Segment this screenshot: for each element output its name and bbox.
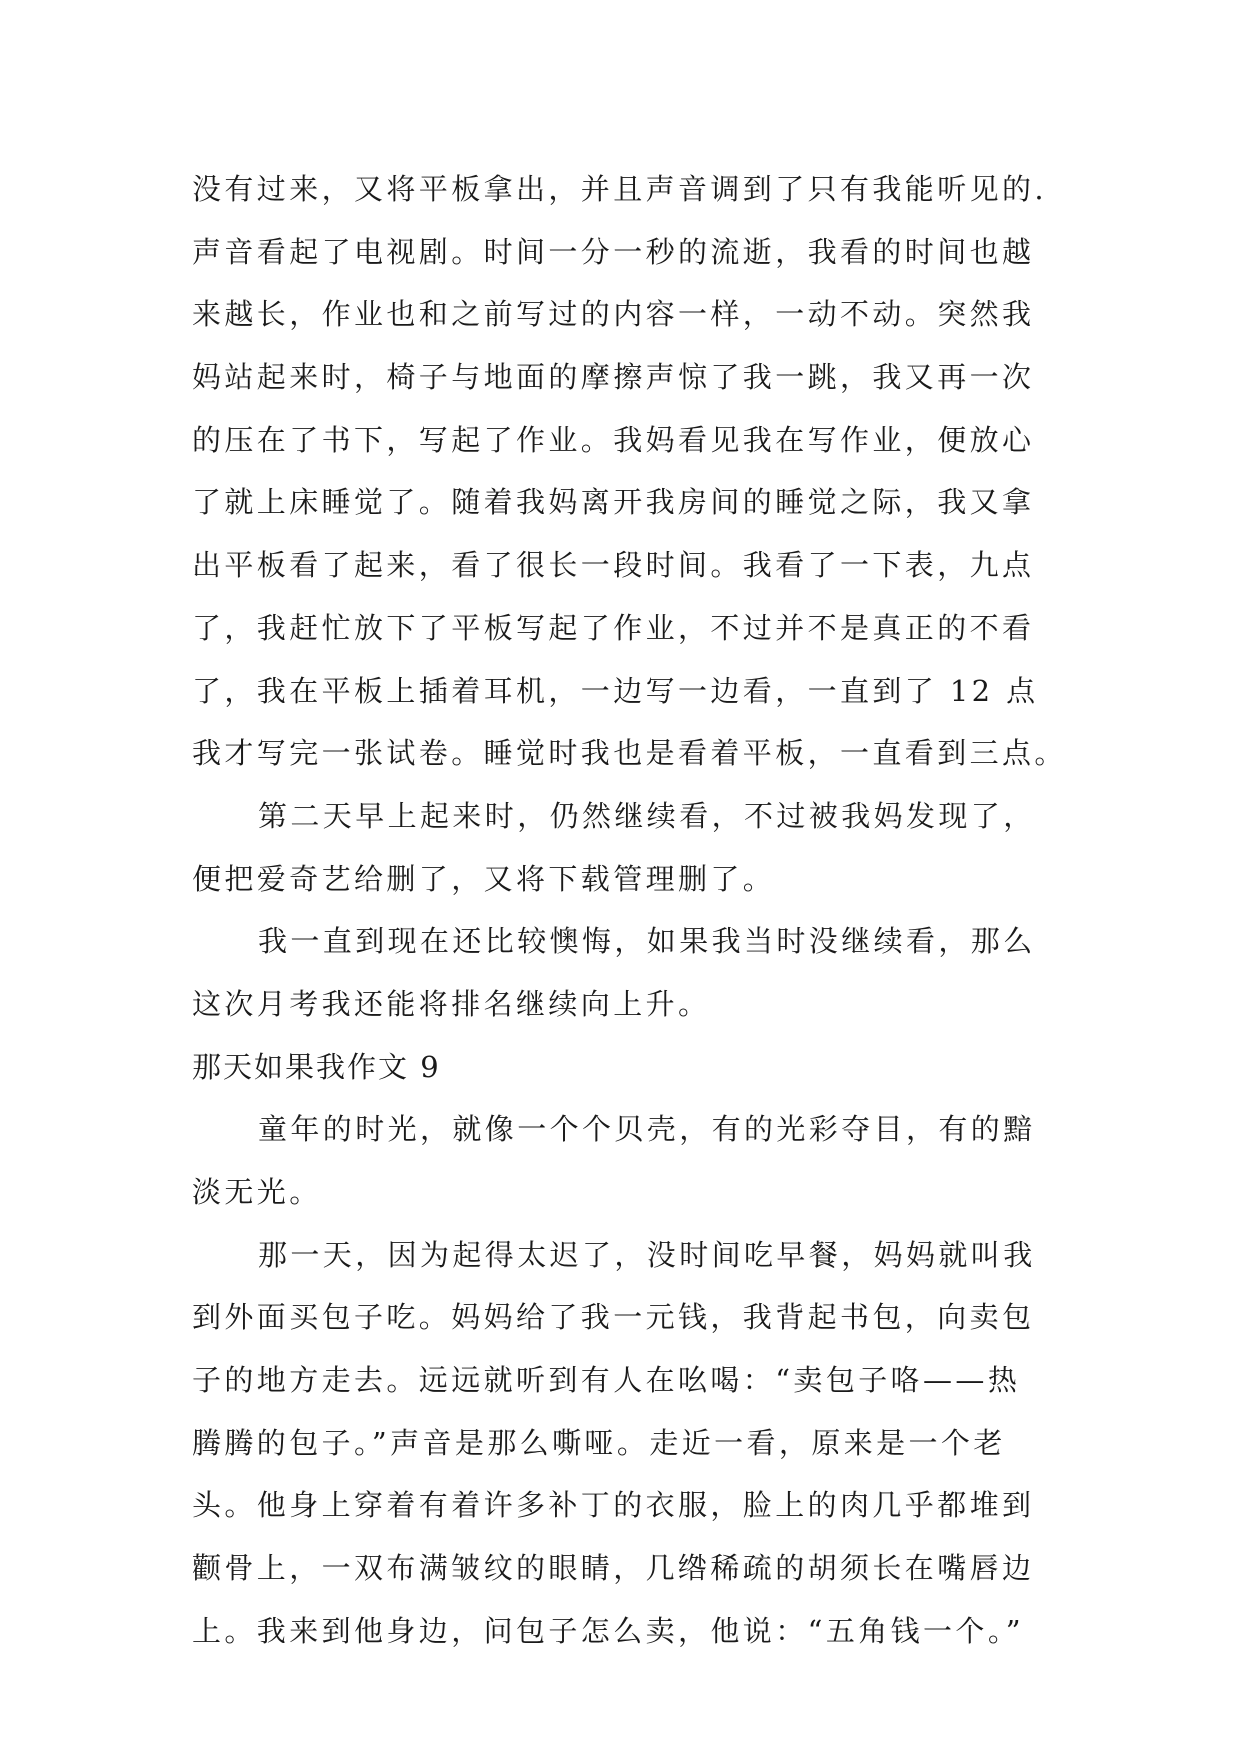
paragraph-line: 了，我赶忙放下了平板写起了作业，不过并不是真正的不看	[192, 610, 1035, 645]
paragraph-line: 颧骨上，一双布满皱纹的眼睛，几绺稀疏的胡须长在嘴唇边	[192, 1551, 1035, 1586]
paragraph-line: 上。我来到他身边，问包子怎么卖，他说：“五角钱一个。”	[192, 1613, 1024, 1648]
paragraph-line: 那一天，因为起得太迟了，没时间吃早餐，妈妈就叫我	[258, 1237, 1036, 1272]
article-body	[192, 158, 1067, 1663]
paragraph-line: 到外面买包子吃。妈妈给了我一元钱，我背起书包，向卖包	[192, 1300, 1035, 1335]
paragraph-line: 我一直到现在还比较懊悔，如果我当时没继续看，那么	[258, 924, 1036, 959]
paragraph-line: 这次月考我还能将排名继续向上升。	[192, 986, 711, 1021]
paragraph-line: 腾腾的包子。”声音是那么嘶哑。走近一看，原来是一个老	[192, 1425, 1006, 1460]
paragraph-line: 妈站起来时，椅子与地面的摩擦声惊了我一跳，我又再一次	[192, 360, 1035, 395]
paragraph-line: 出平板看了起来，看了很长一段时间。我看了一下表，九点	[192, 548, 1035, 583]
section-heading: 那天如果我作文 9	[192, 1049, 441, 1084]
paragraph-line: 了就上床睡觉了。随着我妈离开我房间的睡觉之际，我又拿	[192, 485, 1035, 520]
paragraph-line: 便把爱奇艺给删了，又将下载管理删了。	[192, 861, 776, 896]
paragraph-line: 第二天早上起来时，仍然继续看，不过被我妈发现了，	[258, 798, 1036, 833]
paragraph-line: 头。他身上穿着有着许多补丁的衣服，脸上的肉几乎都堆到	[192, 1488, 1035, 1523]
paragraph-line: 没有过来，又将平板拿出，并且声音调到了只有我能听见的.	[192, 172, 1048, 206]
paragraph-line: 子的地方走去。远远就听到有人在吆喝：“卖包子咯——热	[192, 1363, 1021, 1398]
paragraph-line: 声音看起了电视剧。时间一分一秒的流逝，我看的时间也越	[192, 234, 1035, 269]
paragraph-line: 了，我在平板上插着耳机，一边写一边看，一直到了 12 点	[192, 673, 1039, 708]
paragraph-line: 淡无光。	[192, 1175, 322, 1209]
paragraph-line: 的压在了书下，写起了作业。我妈看见我在写作业，便放心	[192, 422, 1035, 457]
paragraph-line: 我才写完一张试卷。睡觉时我也是看着平板，一直看到三点。	[192, 736, 1067, 771]
paragraph-line: 来越长，作业也和之前写过的内容一样，一动不动。突然我	[192, 297, 1035, 332]
paragraph-line: 童年的时光，就像一个个贝壳，有的光彩夺目，有的黯	[258, 1112, 1036, 1147]
